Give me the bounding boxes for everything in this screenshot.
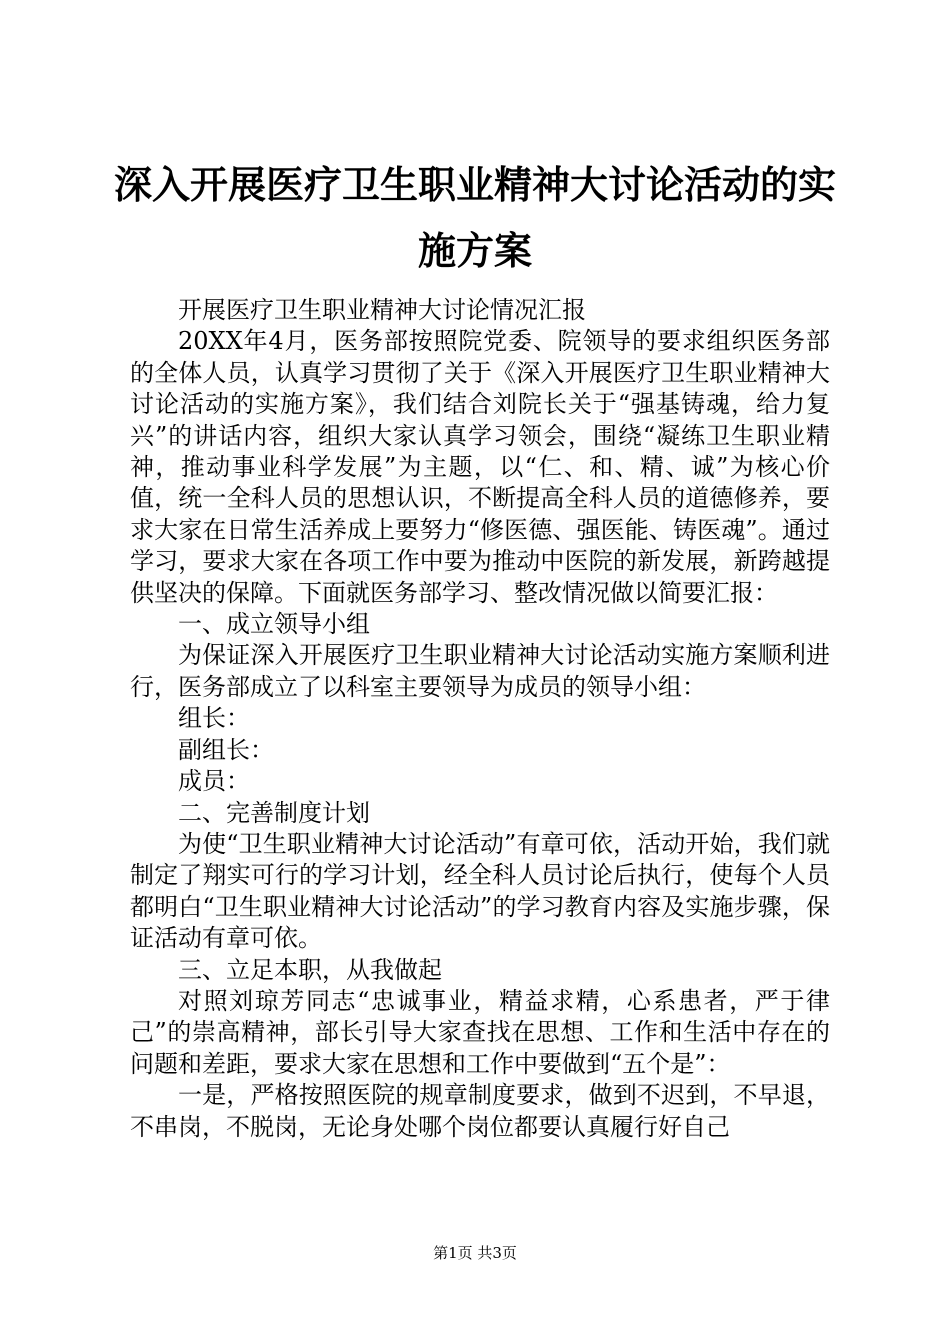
paragraph-section-3: 对照刘琼芳同志“忠诚事业，精益求精，心系患者，严于律己”的崇高精神，部长引导大家查找在思想、工作和生活中存在的问题和差距，要求大家在思想和工作中要做到“五个是”： [130,986,830,1078]
section-heading-3: 三、立足本职，从我做起 [178,955,442,984]
document-body [130,295,830,1143]
paragraph-report-heading: 开展医疗卫生职业精神大讨论情况汇报 [178,296,586,324]
document-title: 深入开展医疗卫生职业精神大讨论活动的实施方案 [113,163,836,273]
paragraph-first-point: 一是，严格按照医院的规章制度要求，做到不迟到，不早退，不串岗，不脱岗，无论身处哪个岗位都要认真履行好自己 [130,1081,830,1141]
paragraph-section-2: 为使“卫生职业精神大讨论活动”有章可依，活动开始，我们就制定了翔实可行的学习计划，经全科人员讨论后执行，使每个人员都明白“卫生职业精神大讨论活动”的学习教育内容及实施步骤，保证活动有章可依。 [130,829,830,953]
page-footer: 第1页 共3页 [433,1244,517,1262]
leader-line: 组长： [178,704,250,733]
paragraph-section-1: 为保证深入开展医疗卫生职业精神大讨论活动实施方案顺利进行，医务部成立了以科室主要领导为成员的领导小组： [130,641,830,701]
section-heading-2: 二、完善制度计划 [178,798,370,827]
paragraph-intro: 20XX年4月，医务部按照院党委、院领导的要求组织医务部的全体人员，认真学习贯彻了关于《深入开展医疗卫生职业精神大讨论活动的实施方案》，我们结合刘院长关于“强基铸魂，给力复兴”的讲话内容，组织大家认真学习领会，围绕“凝练卫生职业精神，推动事业科学发展”为主题，以“仁、和、精、诚”为核心价值，统一全科人员的思想认识，不断提高全科人员的道德修养，要求大家在日常生活养成上要努力“修医德、强医能、铸医魂”。通过学习，要求大家在各项工作中要为推动中医院的新发展，新跨越提供坚决的保障。下面就医务部学习、整改情况做以简要汇报： [130,327,830,607]
members-line: 成员： [178,767,250,796]
section-heading-1: 一、成立领导小组 [178,610,370,639]
deputy-leader-line: 副组长： [178,735,274,764]
